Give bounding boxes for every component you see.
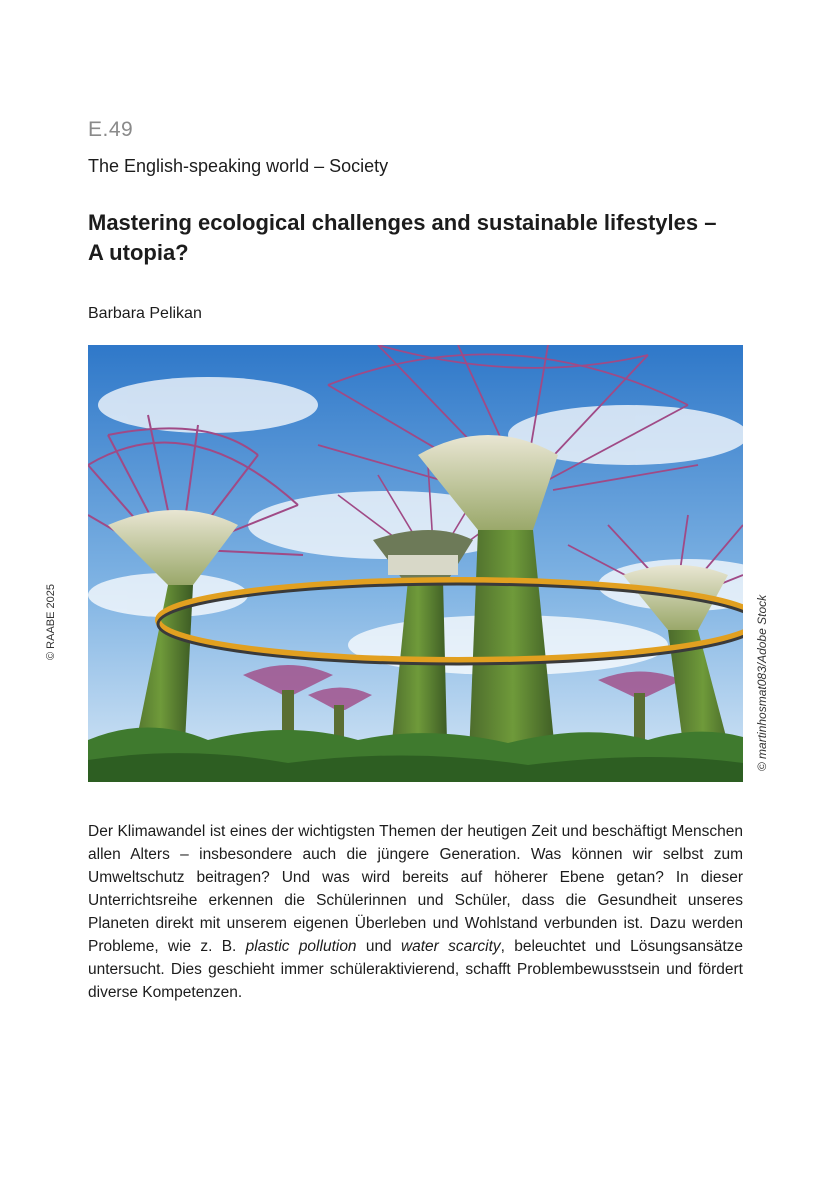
author-name: Barbara Pelikan (88, 305, 202, 322)
unit-code: E.49 (88, 118, 134, 141)
series-title: The English-speaking world – Society (88, 156, 389, 176)
page-title (88, 208, 748, 268)
intro-part-3: , beleuchtet und Lösungsansätze untersucht. Dies geschieht immer schüleraktivierend, schafft Problembewusstsein und fördert diverse Kompetenzen. (88, 938, 743, 1001)
title-line-2: A utopia? (88, 240, 189, 265)
intro-part-2: und (356, 938, 401, 955)
photo-credit: © martinhosmat083/Adobe Stock (755, 594, 769, 772)
cover-photo (88, 345, 743, 782)
intro-text (88, 820, 743, 1004)
intro-term-2: water scarcity (400, 938, 501, 955)
title-line-1: Mastering ecological challenges and sustainable lifestyles – (88, 210, 717, 235)
intro-part-1: Der Klimawandel ist eines der wichtigsten Themen der heutigen Zeit und beschäftigt Menschen allen Alters – insbesondere auch die jüngere Generation. Was können wir selbst zum Umweltschutz beitragen? Und was wird bereits auf höherer Ebene getan? In dieser Unterrichtsreihe erkennen die Schülerinnen und Schüler, dass die Gesundheit unseres Planeten direkt mit unserem eigenen Überleben und Wohlstand verbunden ist. Dazu werden Probleme, wie z. B. (88, 823, 743, 955)
intro-term-1: plastic pollution (245, 938, 357, 955)
copyright-raabe: © RAABE 2025 (45, 584, 57, 660)
